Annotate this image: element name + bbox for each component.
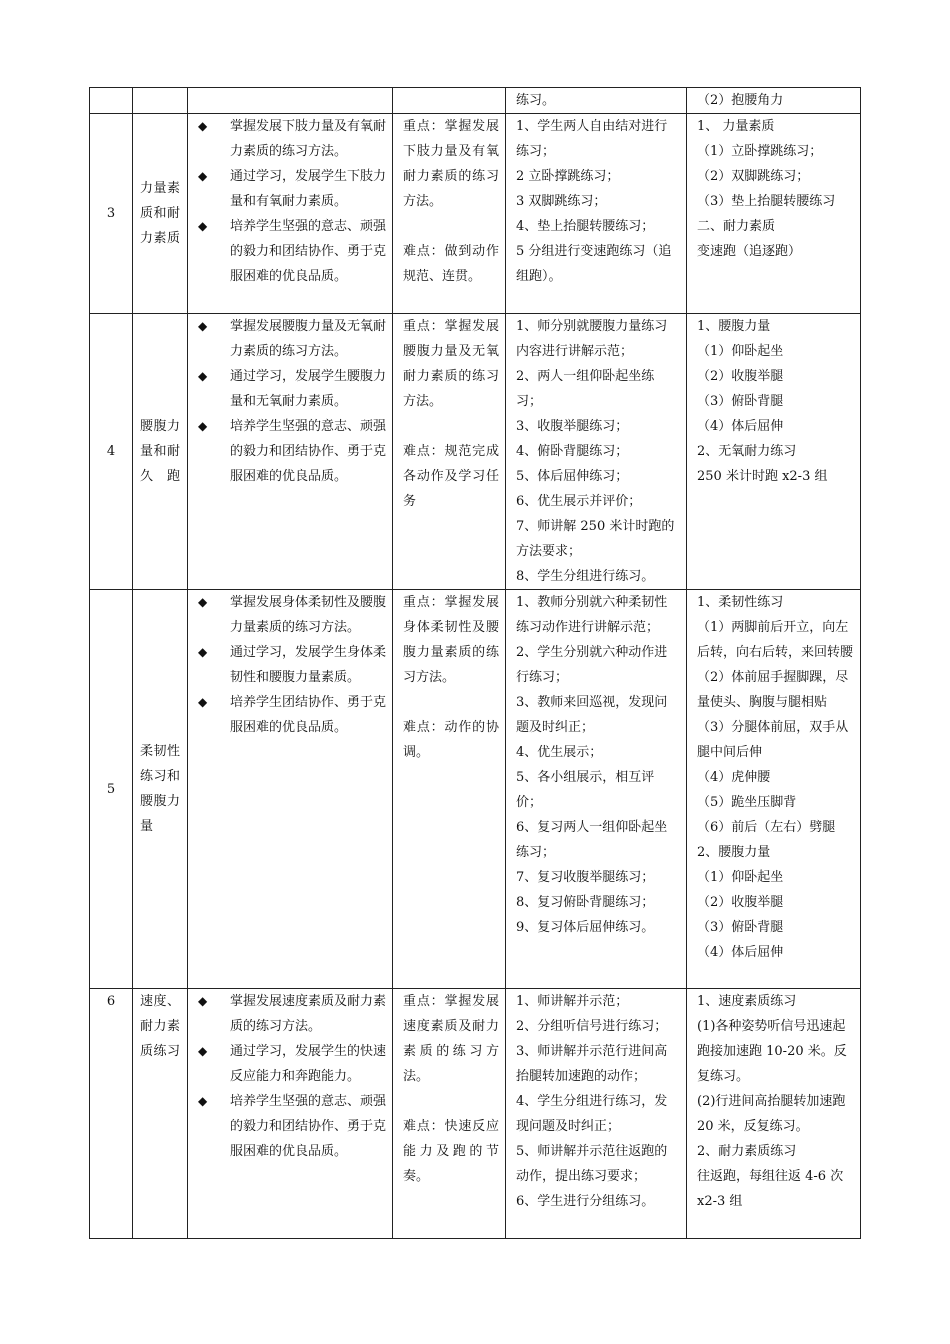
- content-line: （6）前后（左右）劈腿: [697, 820, 836, 835]
- process-cell: [506, 314, 687, 590]
- content-cell: [687, 590, 861, 989]
- content-line: （4）体后屈伸: [697, 945, 784, 960]
- table-row: [90, 314, 861, 590]
- diamond-bullet-icon: ◆: [198, 219, 208, 233]
- process-step: 6、优生展示并评价；: [516, 494, 642, 509]
- process-step: 2 立卧撑跳练习；: [516, 169, 620, 184]
- process-step: 3、师讲解并示范行进间高抬腿转加速跑的动作；: [516, 1044, 668, 1084]
- diamond-bullet-icon: ◆: [198, 169, 208, 183]
- content-line: （2）抱腰角力: [697, 93, 784, 108]
- process-step: 4、学生分组进行练习，发现问题及时纠正；: [516, 1094, 668, 1134]
- lesson-topic: 柔韧性练习和腰腹力量: [133, 590, 188, 989]
- lesson-number: 5: [90, 590, 133, 989]
- process-step: 5、师讲解并示范往返跑的动作，提出练习要求；: [516, 1144, 668, 1184]
- content-line: (1)各种姿势听信号迅速起跑接加速跑 10-20 米。反复练习。: [697, 1019, 847, 1084]
- content-cell: [687, 88, 861, 114]
- process-step: 1、教师分别就六种柔韧性练习动作进行讲解示范；: [516, 595, 668, 635]
- content-line: （5）跪坐压脚背: [697, 795, 797, 810]
- objectives-cell: [188, 314, 393, 590]
- process-step: 6、复习两人一组仰卧起坐练习；: [516, 820, 668, 860]
- content-line: 变速跑（追逐跑）: [697, 244, 802, 259]
- content-line: （3）垫上抬腿转腰练习: [697, 194, 836, 209]
- content-line: （4）虎伸腰: [697, 770, 771, 785]
- lesson-number: 6: [90, 989, 133, 1239]
- content-line: 1、柔韧性练习: [697, 595, 784, 610]
- process-cell: [506, 88, 687, 114]
- objective-item: ◆ 培养学生坚强的意志、顽强的毅力和团结协作、勇于克服困难的优良品质。: [194, 214, 392, 289]
- content-line: （4）体后屈伸: [697, 419, 784, 434]
- content-line: 250 米计时跑 x2-3 组: [697, 469, 828, 484]
- objective-item: ◆ 通过学习，发展学生腰腹力量和无氧耐力素质。: [194, 364, 392, 414]
- diamond-bullet-icon: ◆: [198, 419, 208, 433]
- process-step: 8、复习俯卧背腿练习；: [516, 895, 655, 910]
- diamond-bullet-icon: ◆: [198, 1044, 208, 1058]
- process-step: 3、收腹举腿练习；: [516, 419, 629, 434]
- table-row: [90, 114, 861, 314]
- process-cell: [506, 590, 687, 989]
- process-step: 3 双脚跳练习；: [516, 194, 607, 209]
- objective-item: ◆ 掌握发展下肢力量及有氧耐力素质的练习方法。: [194, 114, 392, 164]
- process-cell: [506, 989, 687, 1239]
- lesson-plan-table: [89, 87, 861, 1239]
- objectives-cell: [188, 114, 393, 314]
- table-row: [90, 989, 861, 1239]
- content-line: （1）两脚前后开立，向左后转，向右后转，来回转腰: [697, 620, 854, 660]
- process-step: 3、教师来回巡视，发现问题及时纠正；: [516, 695, 668, 735]
- process-step: 2、学生分别就六种动作进行练习；: [516, 645, 668, 685]
- objective-item: ◆ 掌握发展腰腹力量及无氧耐力素质的练习方法。: [194, 314, 392, 364]
- process-step: 5 分组进行变速跑练习（追组跑）。: [516, 244, 672, 284]
- difficulty-point: 难点：快速反应能力及跑的节奏。: [403, 1119, 499, 1184]
- key-point: 重点：掌握发展身体柔韧性及腰腹力量素质的练习方法。: [403, 595, 499, 685]
- lesson-number: 3: [90, 114, 133, 314]
- objectives-cell: [188, 989, 393, 1239]
- content-line: 2、耐力素质练习: [697, 1144, 797, 1159]
- content-line: 1、 力量素质: [697, 119, 775, 134]
- objectives-cell: [188, 88, 393, 114]
- table-row: [90, 88, 861, 114]
- key-points-cell: [393, 114, 506, 314]
- key-points-cell: [393, 989, 506, 1239]
- content-line: 1、腰腹力量: [697, 319, 771, 334]
- process-step: 5、体后屈伸练习；: [516, 469, 629, 484]
- content-cell: [687, 989, 861, 1239]
- content-line: （1）立卧撑跳练习；: [697, 144, 823, 159]
- content-line: 二、耐力素质: [697, 219, 776, 234]
- content-line: （1）仰卧起坐: [697, 344, 784, 359]
- objective-item: ◆ 通过学习，发展学生的快速反应能力和奔跑能力。: [194, 1039, 392, 1089]
- difficulty-point: 难点：做到动作规范、连贯。: [403, 244, 499, 284]
- key-point: 重点：掌握发展速度素质及耐力素质的练习方法。: [403, 994, 499, 1084]
- content-line: （1）仰卧起坐: [697, 870, 784, 885]
- diamond-bullet-icon: ◆: [198, 695, 208, 709]
- content-line: （3）分腿体前屈，双手从腿中间后伸: [697, 720, 849, 760]
- objective-item: ◆ 培养学生团结协作、勇于克服困难的优良品质。: [194, 690, 392, 740]
- process-step: 8、学生分组进行练习。: [516, 569, 655, 584]
- process-step: 7、复习收腹举腿练习；: [516, 870, 655, 885]
- content-line: （3）俯卧背腿: [697, 394, 784, 409]
- objective-item: ◆ 培养学生坚强的意志、顽强的毅力和团结协作、勇于克服困难的优良品质。: [194, 414, 392, 489]
- content-line: (2)行进间高抬腿转加速跑 20 米，反复练习。: [697, 1094, 846, 1134]
- lesson-topic: 腰腹力量和耐久跑: [133, 314, 188, 590]
- process-step: 4、俯卧背腿练习；: [516, 444, 629, 459]
- content-cell: [687, 314, 861, 590]
- content-line: 1、速度素质练习: [697, 994, 797, 1009]
- lesson-number: [90, 88, 133, 114]
- process-step: 7、师讲解 250 米计时跑的方法要求；: [516, 519, 675, 559]
- content-line: （2）收腹举腿: [697, 369, 784, 384]
- process-cell: [506, 114, 687, 314]
- objective-item: ◆ 掌握发展速度素质及耐力素质的练习方法。: [194, 989, 392, 1039]
- process-step: 2、两人一组仰卧起坐练习；: [516, 369, 655, 409]
- key-point: 重点：掌握发展下肢力量及有氧耐力素质的练习方法。: [403, 119, 499, 209]
- objective-item: ◆ 培养学生坚强的意志、顽强的毅力和团结协作、勇于克服困难的优良品质。: [194, 1089, 392, 1164]
- content-line: （2）体前屈手握脚踝，尽量使头、胸腹与腿相贴: [697, 670, 849, 710]
- diamond-bullet-icon: ◆: [198, 994, 208, 1008]
- objective-item: ◆ 通过学习，发展学生身体柔韧性和腰腹力量素质。: [194, 640, 392, 690]
- diamond-bullet-icon: ◆: [198, 319, 208, 333]
- content-line: 往返跑，每组往返 4-6 次 x2-3 组: [697, 1169, 844, 1209]
- diamond-bullet-icon: ◆: [198, 369, 208, 383]
- content-line: （3）俯卧背腿: [697, 920, 784, 935]
- difficulty-point: 难点：动作的协调。: [403, 720, 499, 760]
- key-points-cell: [393, 314, 506, 590]
- diamond-bullet-icon: ◆: [198, 119, 208, 133]
- process-step: 练习。: [516, 93, 556, 108]
- process-step: 6、学生进行分组练习。: [516, 1194, 655, 1209]
- lesson-number: 4: [90, 314, 133, 590]
- lesson-topic: 力量素质和耐力素质: [133, 114, 188, 314]
- diamond-bullet-icon: ◆: [198, 595, 208, 609]
- content-line: （2）收腹举腿: [697, 895, 784, 910]
- key-points-cell: [393, 88, 506, 114]
- process-step: 1、师分别就腰腹力量练习内容进行讲解示范；: [516, 319, 668, 359]
- process-step: 9、复习体后屈伸练习。: [516, 920, 655, 935]
- objectives-cell: [188, 590, 393, 989]
- process-step: 4、垫上抬腿转腰练习；: [516, 219, 655, 234]
- objective-item: ◆ 通过学习，发展学生下肢力量和有氧耐力素质。: [194, 164, 392, 214]
- process-step: 1、学生两人自由结对进行练习；: [516, 119, 668, 159]
- content-line: 2、腰腹力量: [697, 845, 771, 860]
- diamond-bullet-icon: ◆: [198, 645, 208, 659]
- content-line: （2）双脚跳练习；: [697, 169, 810, 184]
- lesson-topic: 速度、耐力素质练习: [133, 989, 188, 1239]
- key-point: 重点：掌握发展腰腹力量及无氧耐力素质的练习方法。: [403, 319, 499, 409]
- content-cell: [687, 114, 861, 314]
- key-points-cell: [393, 590, 506, 989]
- process-step: 4、优生展示；: [516, 745, 603, 760]
- diamond-bullet-icon: ◆: [198, 1094, 208, 1108]
- table-row: [90, 590, 861, 989]
- difficulty-point: 难点：规范完成各动作及学习任务: [403, 444, 499, 509]
- process-step: 1、师讲解并示范；: [516, 994, 629, 1009]
- process-step: 5、各小组展示，相互评价；: [516, 770, 655, 810]
- process-step: 2、分组听信号进行练习；: [516, 1019, 668, 1034]
- content-line: 2、无氧耐力练习: [697, 444, 797, 459]
- lesson-topic: [133, 88, 188, 114]
- objective-item: ◆ 掌握发展身体柔韧性及腰腹力量素质的练习方法。: [194, 590, 392, 640]
